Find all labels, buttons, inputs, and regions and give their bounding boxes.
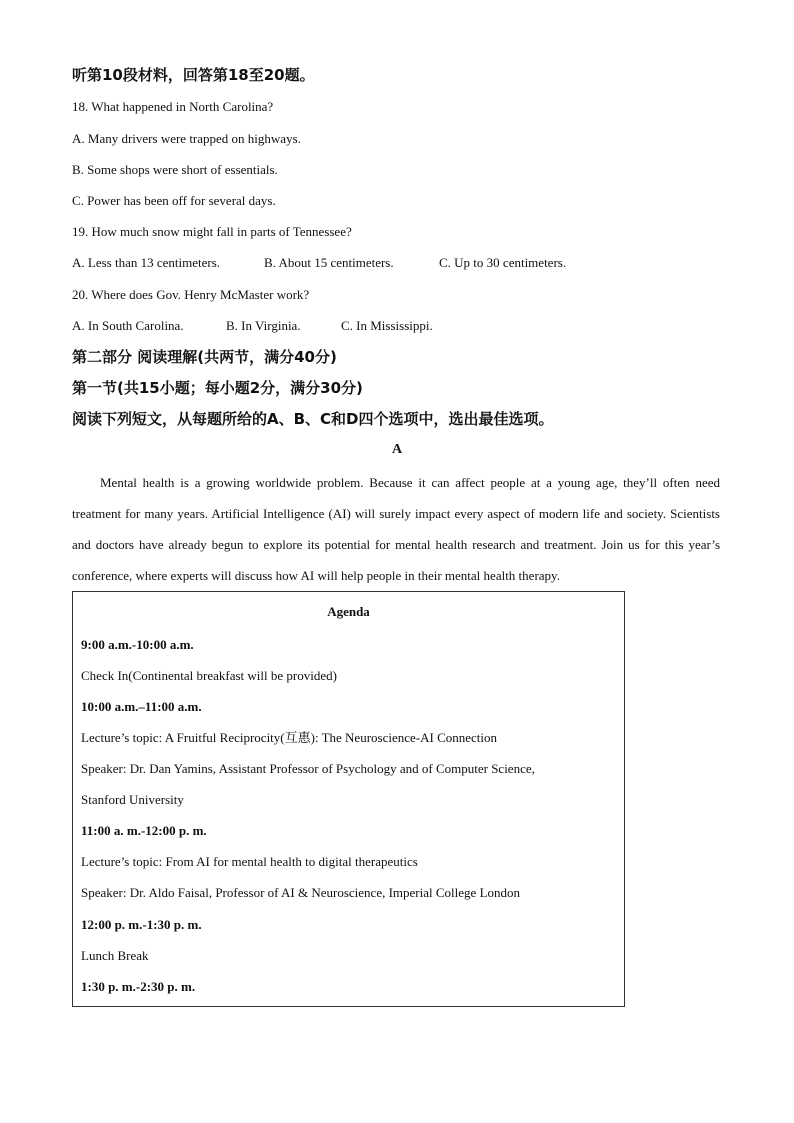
passage-text: Mental health is a growing worldwide problem. Because it can affect people at a young age, they’ll often need treatment for many years. Artificial Intelligence (AI) will surely impact every aspect of modern life and society. Scientists and doctors have already begun to explore its potential for mental health research and treatment. Join us for this year’s conference, where experts will discuss how AI will help people in their mental health therapy. bbox=[72, 475, 720, 583]
question-19-stem: 19. How much snow might fall in parts of Tennessee? bbox=[72, 224, 352, 239]
question-18-option-b: B. Some shops were short of essentials. bbox=[72, 162, 278, 177]
question-18-option-a: A. Many drivers were trapped on highways. bbox=[72, 131, 301, 146]
agenda-box bbox=[72, 591, 625, 1007]
question-19-option-b: B. About 15 centimeters. bbox=[264, 255, 394, 270]
agenda-time-3: 11:00 a. m.-12:00 p. m. bbox=[81, 823, 207, 838]
question-20-option-b: B. In Virginia. bbox=[226, 318, 301, 333]
agenda-lecture-topic-2: Lecture’s topic: From AI for mental health to digital therapeutics bbox=[81, 854, 418, 869]
agenda-item-lunch: Lunch Break bbox=[81, 948, 149, 963]
agenda-lecture-topic-1: Lecture’s topic: A Fruitful Reciprocity(互惠): The Neuroscience-AI Connection bbox=[81, 730, 498, 745]
passage-letter: A bbox=[391, 442, 403, 457]
agenda-item-checkin: Check In(Continental breakfast will be provided) bbox=[81, 668, 337, 683]
question-18-option-c: C. Power has been off for several days. bbox=[72, 193, 276, 208]
reading-section-title: 第一节(共15小题；每小题2分，满分30分) bbox=[72, 379, 363, 397]
question-19-options bbox=[72, 254, 566, 272]
agenda-speaker-2: Speaker: Dr. Aldo Faisal, Professor of AI & Neuroscience, Imperial College London bbox=[81, 885, 521, 900]
question-20-option-a: A. In South Carolina. bbox=[72, 318, 184, 333]
question-20-option-c: C. In Mississippi. bbox=[341, 318, 433, 333]
question-20-options bbox=[72, 317, 433, 335]
agenda-time-5: 1:30 p. m.-2:30 p. m. bbox=[81, 979, 196, 994]
agenda-time-2: 10:00 a.m.–11:00 a.m. bbox=[81, 699, 202, 714]
agenda-speaker-1-affiliation: Stanford University bbox=[81, 792, 184, 807]
listening-section-header: 听第10段材料，回答第18至20题。 bbox=[72, 66, 315, 84]
agenda-time-4: 12:00 p. m.-1:30 p. m. bbox=[81, 917, 202, 932]
question-19-option-c: C. Up to 30 centimeters. bbox=[439, 255, 567, 270]
agenda-speaker-1: Speaker: Dr. Dan Yamins, Assistant Professor of Psychology and of Computer Science, bbox=[81, 761, 535, 776]
reading-part-title: 第二部分 阅读理解(共两节，满分40分) bbox=[72, 348, 337, 366]
agenda-time-1: 9:00 a.m.-10:00 a.m. bbox=[81, 637, 194, 652]
agenda-title: Agenda bbox=[327, 604, 370, 619]
passage-paragraph bbox=[72, 467, 720, 591]
reading-instruction: 阅读下列短文，从每题所给的A、B、C和D四个选项中，选出最佳选项。 bbox=[72, 410, 554, 428]
question-18-stem: 18. What happened in North Carolina? bbox=[72, 99, 274, 114]
question-20-stem: 20. Where does Gov. Henry McMaster work? bbox=[72, 287, 310, 302]
question-19-option-a: A. Less than 13 centimeters. bbox=[72, 255, 221, 270]
